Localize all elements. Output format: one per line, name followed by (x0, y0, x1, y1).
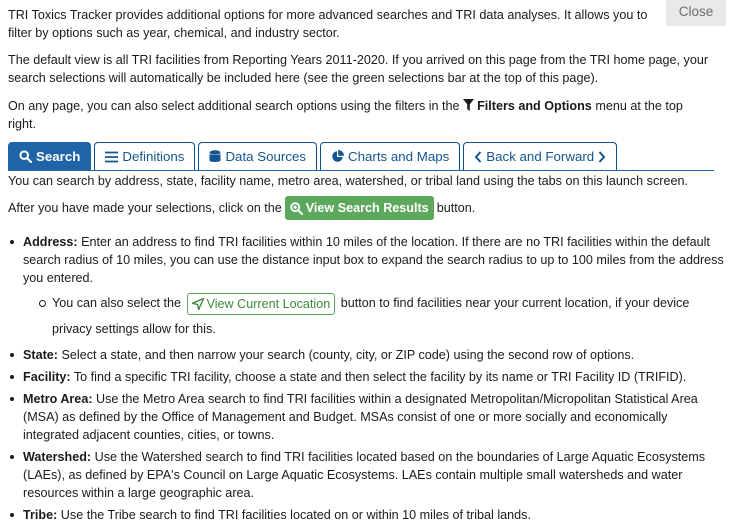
tab-label: Definitions (122, 149, 185, 164)
instruction-text-before: After you have made your selections, click on the (8, 201, 282, 215)
list-item-term: Facility: (23, 370, 71, 384)
list-item-text: Use the Metro Area search to find TRI facilities within a designated Metropolitan/Micropolitan Statistical Area (MSA) as defined by the Office of Management and Budget. MSAs consist of one or more socially and economically integrated adjacent counties, cities, or towns. (23, 392, 698, 442)
list-item-text: Select a state, and then narrow your search (county, city, or ZIP code) using the second row of options. (61, 348, 635, 362)
list-item-facility (8, 368, 724, 386)
sub-item-text-after: button to find facilities near your current location, if your device privacy settings allow for this. (52, 296, 690, 336)
tab-bar (8, 142, 620, 171)
intro-paragraph-3 (8, 97, 714, 133)
list-item-text: Use the Tribe search to find TRI facilities located on or within 10 miles of tribal lands. (60, 508, 531, 522)
search-icon (19, 150, 32, 163)
tab-label: Data Sources (225, 149, 307, 164)
filters-and-options-label: Filters and Options (477, 99, 592, 113)
filters-text-after: menu at the top right. (8, 99, 683, 131)
list-item-term: Metro Area: (23, 392, 93, 406)
view-current-location-label: View Current Location (206, 296, 331, 311)
search-options-list (8, 233, 724, 528)
tab-label: Charts and Maps (348, 149, 450, 164)
list-item-text: Use the Watershed search to find TRI facilities located based on the boundaries of Large Aquatic Ecosystems (LAEs), as defined by EPA's Council on Large Aquatic Ecosystems. LAEs contain multiple small watersheds and water resources within a large geographic area. (23, 450, 706, 500)
view-current-location-button[interactable] (187, 293, 336, 315)
location-arrow-icon (192, 298, 204, 310)
chevron-left-icon (474, 151, 482, 163)
list-item-watershed (8, 448, 724, 502)
list-item-metro-area (8, 390, 724, 444)
list-item-tribe (8, 506, 724, 524)
sub-item-text-before: You can also select the (52, 296, 182, 310)
list-item-term: Watershed: (23, 450, 92, 464)
list-item-term: State: (23, 348, 58, 362)
tab-back-and-forward[interactable] (463, 142, 617, 170)
tab-charts-and-maps[interactable] (320, 142, 460, 170)
tab-label: Back and Forward (486, 149, 595, 164)
list-item-state (8, 346, 724, 364)
tab-label: Search (36, 149, 81, 164)
tab-divider (8, 170, 714, 171)
list-item-text: To find a specific TRI facility, choose a state and then select the facility by its name or TRI Facility ID (TRIFID). (73, 370, 687, 384)
tab-search[interactable] (8, 142, 91, 170)
search-description: You can search by address, state, facility name, metro area, watershed, or tribal land using the tabs on this launch screen. (8, 174, 688, 188)
tab-data-sources[interactable] (198, 142, 317, 170)
sub-list-item-current-location (23, 290, 724, 342)
tab-definitions[interactable] (94, 142, 195, 170)
database-icon (209, 150, 221, 163)
list-item-text: Enter an address to find TRI facilities within 10 miles of the location. If there are no TRI facilities within the default search radius of 10 miles, you can use the distance input box to expand the search radius to up to 100 miles from the address you entered. (23, 235, 724, 285)
intro-paragraph-1: TRI Toxics Tracker provides additional options for more advanced searches and TRI data analyses. It allows you to filter by options such as year, chemical, and industry sector. (8, 8, 648, 40)
intro-paragraph-2: The default view is all TRI facilities from Reporting Years 2011-2020. If you arrived on this page from the TRI home page, your search selections will automatically be included here (see the green selections bar at the top of this page). (8, 53, 709, 85)
view-search-results-label: View Search Results (305, 201, 429, 215)
list-item-address (8, 233, 724, 342)
list-icon (105, 151, 118, 163)
view-search-results-button[interactable] (285, 196, 434, 220)
close-button[interactable]: Close (666, 0, 726, 26)
filters-text-before: On any page, you can also select additional search options using the filters in the (8, 99, 460, 113)
pie-chart-icon (331, 150, 344, 163)
list-item-term: Address: (23, 235, 78, 249)
list-item-term: Tribe: (23, 508, 58, 522)
filter-icon (463, 99, 474, 111)
search-instruction (8, 196, 475, 220)
chevron-right-icon (598, 151, 606, 163)
search-results-icon (290, 202, 303, 215)
instruction-text-after: button. (436, 201, 476, 215)
